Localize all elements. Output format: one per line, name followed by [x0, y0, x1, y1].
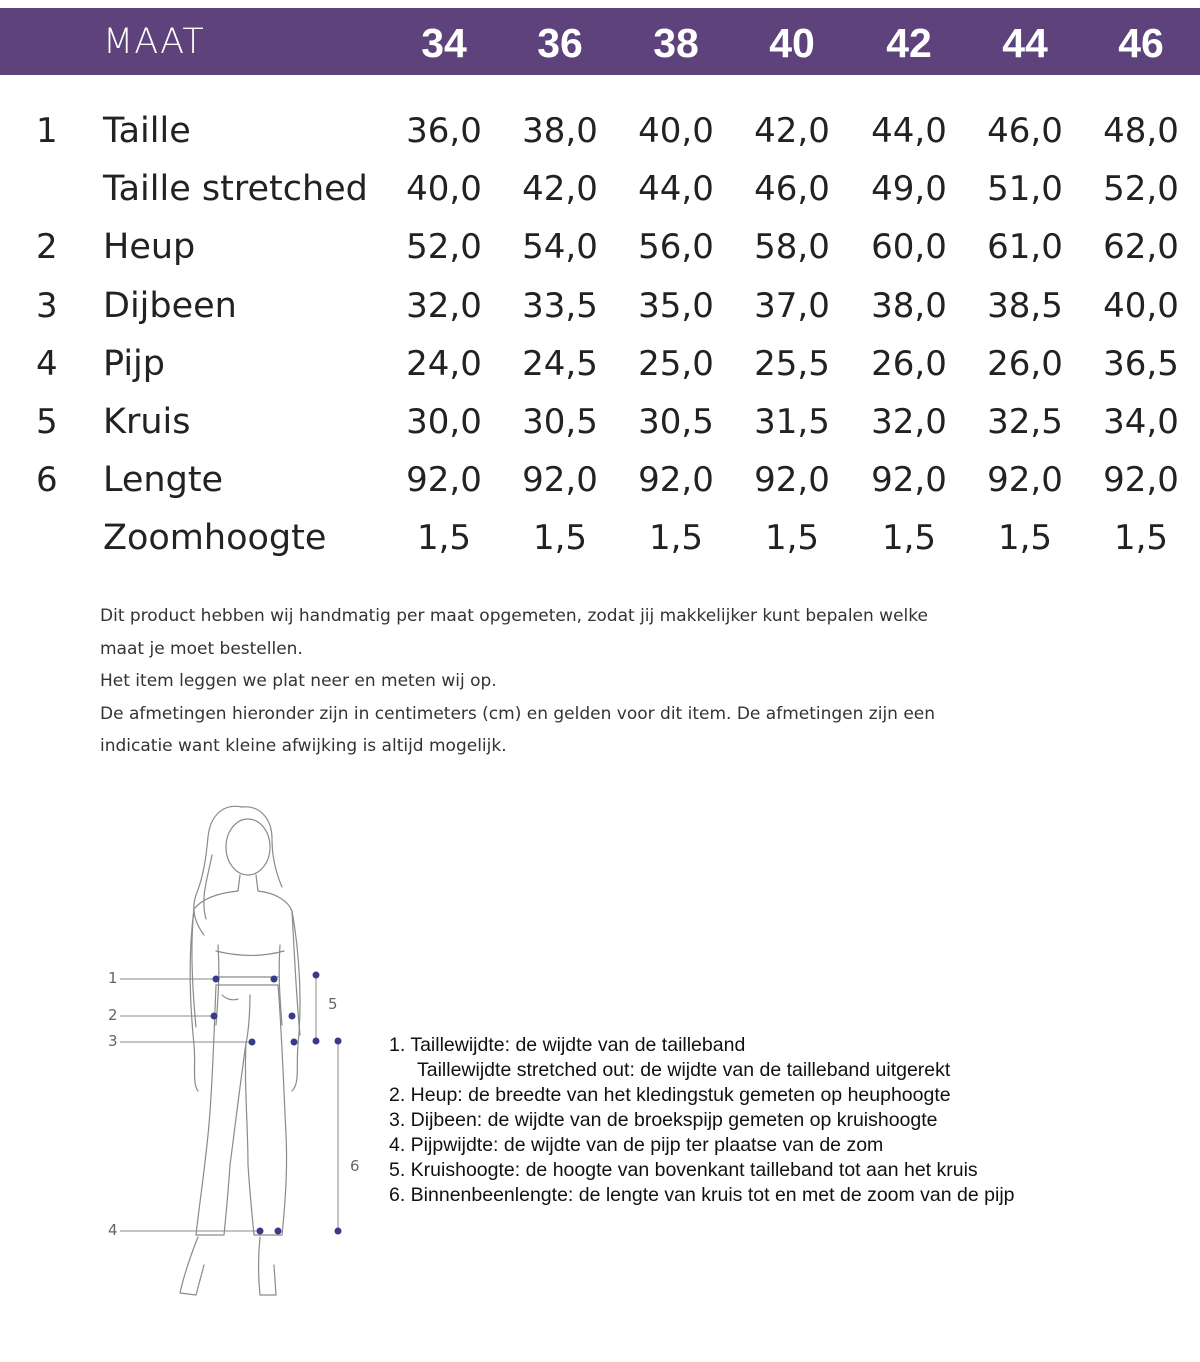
table-cell: 32,5 — [987, 402, 1063, 442]
table-cell: 24,0 — [406, 344, 482, 384]
legend-item: 5. Kruishoogte: de hoogte van bovenkant tailleband tot aan het kruis — [389, 1159, 978, 1181]
intro-line: indicatie want kleine afwijking is altijd mogelijk. — [100, 736, 507, 756]
legend-item: 3. Dijbeen: de wijdte van de broekspijp gemeten op kruishoogte — [389, 1109, 938, 1131]
table-cell: 42,0 — [754, 111, 830, 151]
size-column-header: 42 — [886, 20, 932, 66]
table-cell: 56,0 — [638, 227, 714, 267]
marker-label-1: 1 — [108, 969, 118, 987]
table-cell: 33,5 — [522, 286, 598, 326]
table-cell: 36,5 — [1103, 344, 1179, 384]
row-label: Dijbeen — [103, 286, 237, 326]
table-cell: 1,5 — [532, 518, 588, 558]
table-cell: 36,0 — [406, 111, 482, 151]
legend-item: 2. Heup: de breedte van het kledingstuk gemeten op heuphoogte — [389, 1084, 951, 1106]
size-header-label: MAAT — [103, 22, 205, 62]
intro-line: maat je moet bestellen. — [100, 638, 303, 659]
table-cell: 38,0 — [871, 286, 947, 326]
marker-label-4: 4 — [108, 1221, 118, 1239]
table-cell: 26,0 — [871, 344, 947, 384]
table-cell: 92,0 — [406, 460, 482, 500]
table-cell: 51,0 — [987, 169, 1063, 209]
legend-item: Taillewijdte stretched out: de wijdte van de tailleband uitgerekt — [417, 1059, 951, 1081]
intro-line: Dit product hebben wij handmatig per maat opgemeten, zodat jij makkelijker kunt bepalen welke — [100, 606, 928, 626]
table-cell: 60,0 — [871, 227, 947, 267]
legend-item: 1. Taillewijdte: de wijdte van de tailleband — [389, 1034, 746, 1056]
size-column-header: 38 — [653, 20, 699, 66]
size-column-header: 40 — [769, 20, 815, 66]
table-cell: 92,0 — [871, 460, 947, 500]
table-cell: 30,5 — [522, 402, 598, 442]
table-cell: 24,5 — [522, 344, 598, 384]
size-column-header: 34 — [421, 20, 467, 66]
table-cell: 31,5 — [754, 402, 830, 442]
table-cell: 1,5 — [881, 518, 937, 558]
table-cell: 1,5 — [1113, 518, 1169, 558]
row-number: 3 — [36, 286, 58, 326]
intro-line: De afmetingen hieronder zijn in centimeters (cm) en gelden voor dit item. De afmetingen zijn een — [100, 703, 936, 724]
marker-label-6: 6 — [350, 1157, 360, 1175]
table-cell: 35,0 — [638, 286, 714, 326]
table-cell: 25,0 — [638, 344, 714, 384]
table-cell: 49,0 — [871, 169, 947, 209]
table-cell: 38,5 — [987, 286, 1063, 326]
size-header-band — [0, 8, 1200, 75]
table-cell: 30,0 — [406, 402, 482, 442]
measurement-intro — [100, 600, 960, 763]
marker-label-5: 5 — [328, 995, 338, 1013]
table-cell: 38,0 — [522, 111, 598, 151]
table-cell: 92,0 — [638, 460, 714, 500]
table-cell: 54,0 — [522, 227, 598, 267]
table-cell: 62,0 — [1103, 227, 1179, 267]
marker-label-2: 2 — [108, 1006, 118, 1024]
table-cell: 25,5 — [754, 344, 830, 384]
row-number: 2 — [36, 227, 58, 267]
figure-sketch-icon — [100, 795, 380, 1315]
table-cell: 40,0 — [1103, 286, 1179, 326]
table-cell: 44,0 — [638, 169, 714, 209]
table-cell: 32,0 — [871, 402, 947, 442]
row-label: Taille stretched — [103, 169, 368, 209]
table-cell: 40,0 — [638, 111, 714, 151]
marker-label-3: 3 — [108, 1032, 118, 1050]
table-cell: 46,0 — [987, 111, 1063, 151]
table-cell: 30,5 — [638, 402, 714, 442]
table-cell: 61,0 — [987, 227, 1063, 267]
measurement-legend — [389, 1033, 1089, 1208]
table-cell: 37,0 — [754, 286, 830, 326]
table-cell: 32,0 — [406, 286, 482, 326]
row-number: 5 — [36, 402, 58, 442]
table-cell: 52,0 — [406, 227, 482, 267]
row-label: Pijp — [103, 344, 166, 384]
table-cell: 48,0 — [1103, 111, 1179, 151]
row-label: Zoomhoogte — [103, 518, 327, 558]
row-number: 6 — [36, 460, 58, 500]
intro-line: Het item leggen we plat neer en meten wij op. — [100, 671, 497, 691]
table-cell: 42,0 — [522, 169, 598, 209]
table-cell: 1,5 — [648, 518, 704, 558]
table-cell: 92,0 — [754, 460, 830, 500]
row-label: Taille — [103, 111, 191, 151]
table-cell: 34,0 — [1103, 402, 1179, 442]
table-cell: 1,5 — [997, 518, 1053, 558]
size-column-header: 44 — [1002, 20, 1048, 66]
fashion-figure-illustration — [100, 795, 380, 1315]
size-column-header: 46 — [1118, 20, 1164, 66]
row-number: 4 — [36, 344, 58, 384]
table-cell: 58,0 — [754, 227, 830, 267]
row-label: Lengte — [103, 460, 224, 500]
table-cell: 92,0 — [522, 460, 598, 500]
table-cell: 1,5 — [764, 518, 820, 558]
table-cell: 92,0 — [987, 460, 1063, 500]
table-cell: 26,0 — [987, 344, 1063, 384]
table-cell: 40,0 — [406, 169, 482, 209]
row-label: Heup — [103, 227, 196, 267]
legend-item: 4. Pijpwijdte: de wijdte van de pijp ter plaatse van de zom — [389, 1134, 884, 1156]
table-cell: 46,0 — [754, 169, 830, 209]
table-cell: 52,0 — [1103, 169, 1179, 209]
legend-item: 6. Binnenbeenlengte: de lengte van kruis tot en met de zoom van de pijp — [389, 1184, 1015, 1206]
row-number: 1 — [36, 111, 58, 151]
row-label: Kruis — [103, 402, 191, 442]
size-column-header: 36 — [537, 20, 583, 66]
table-cell: 44,0 — [871, 111, 947, 151]
table-cell: 1,5 — [416, 518, 472, 558]
table-cell: 92,0 — [1103, 460, 1179, 500]
